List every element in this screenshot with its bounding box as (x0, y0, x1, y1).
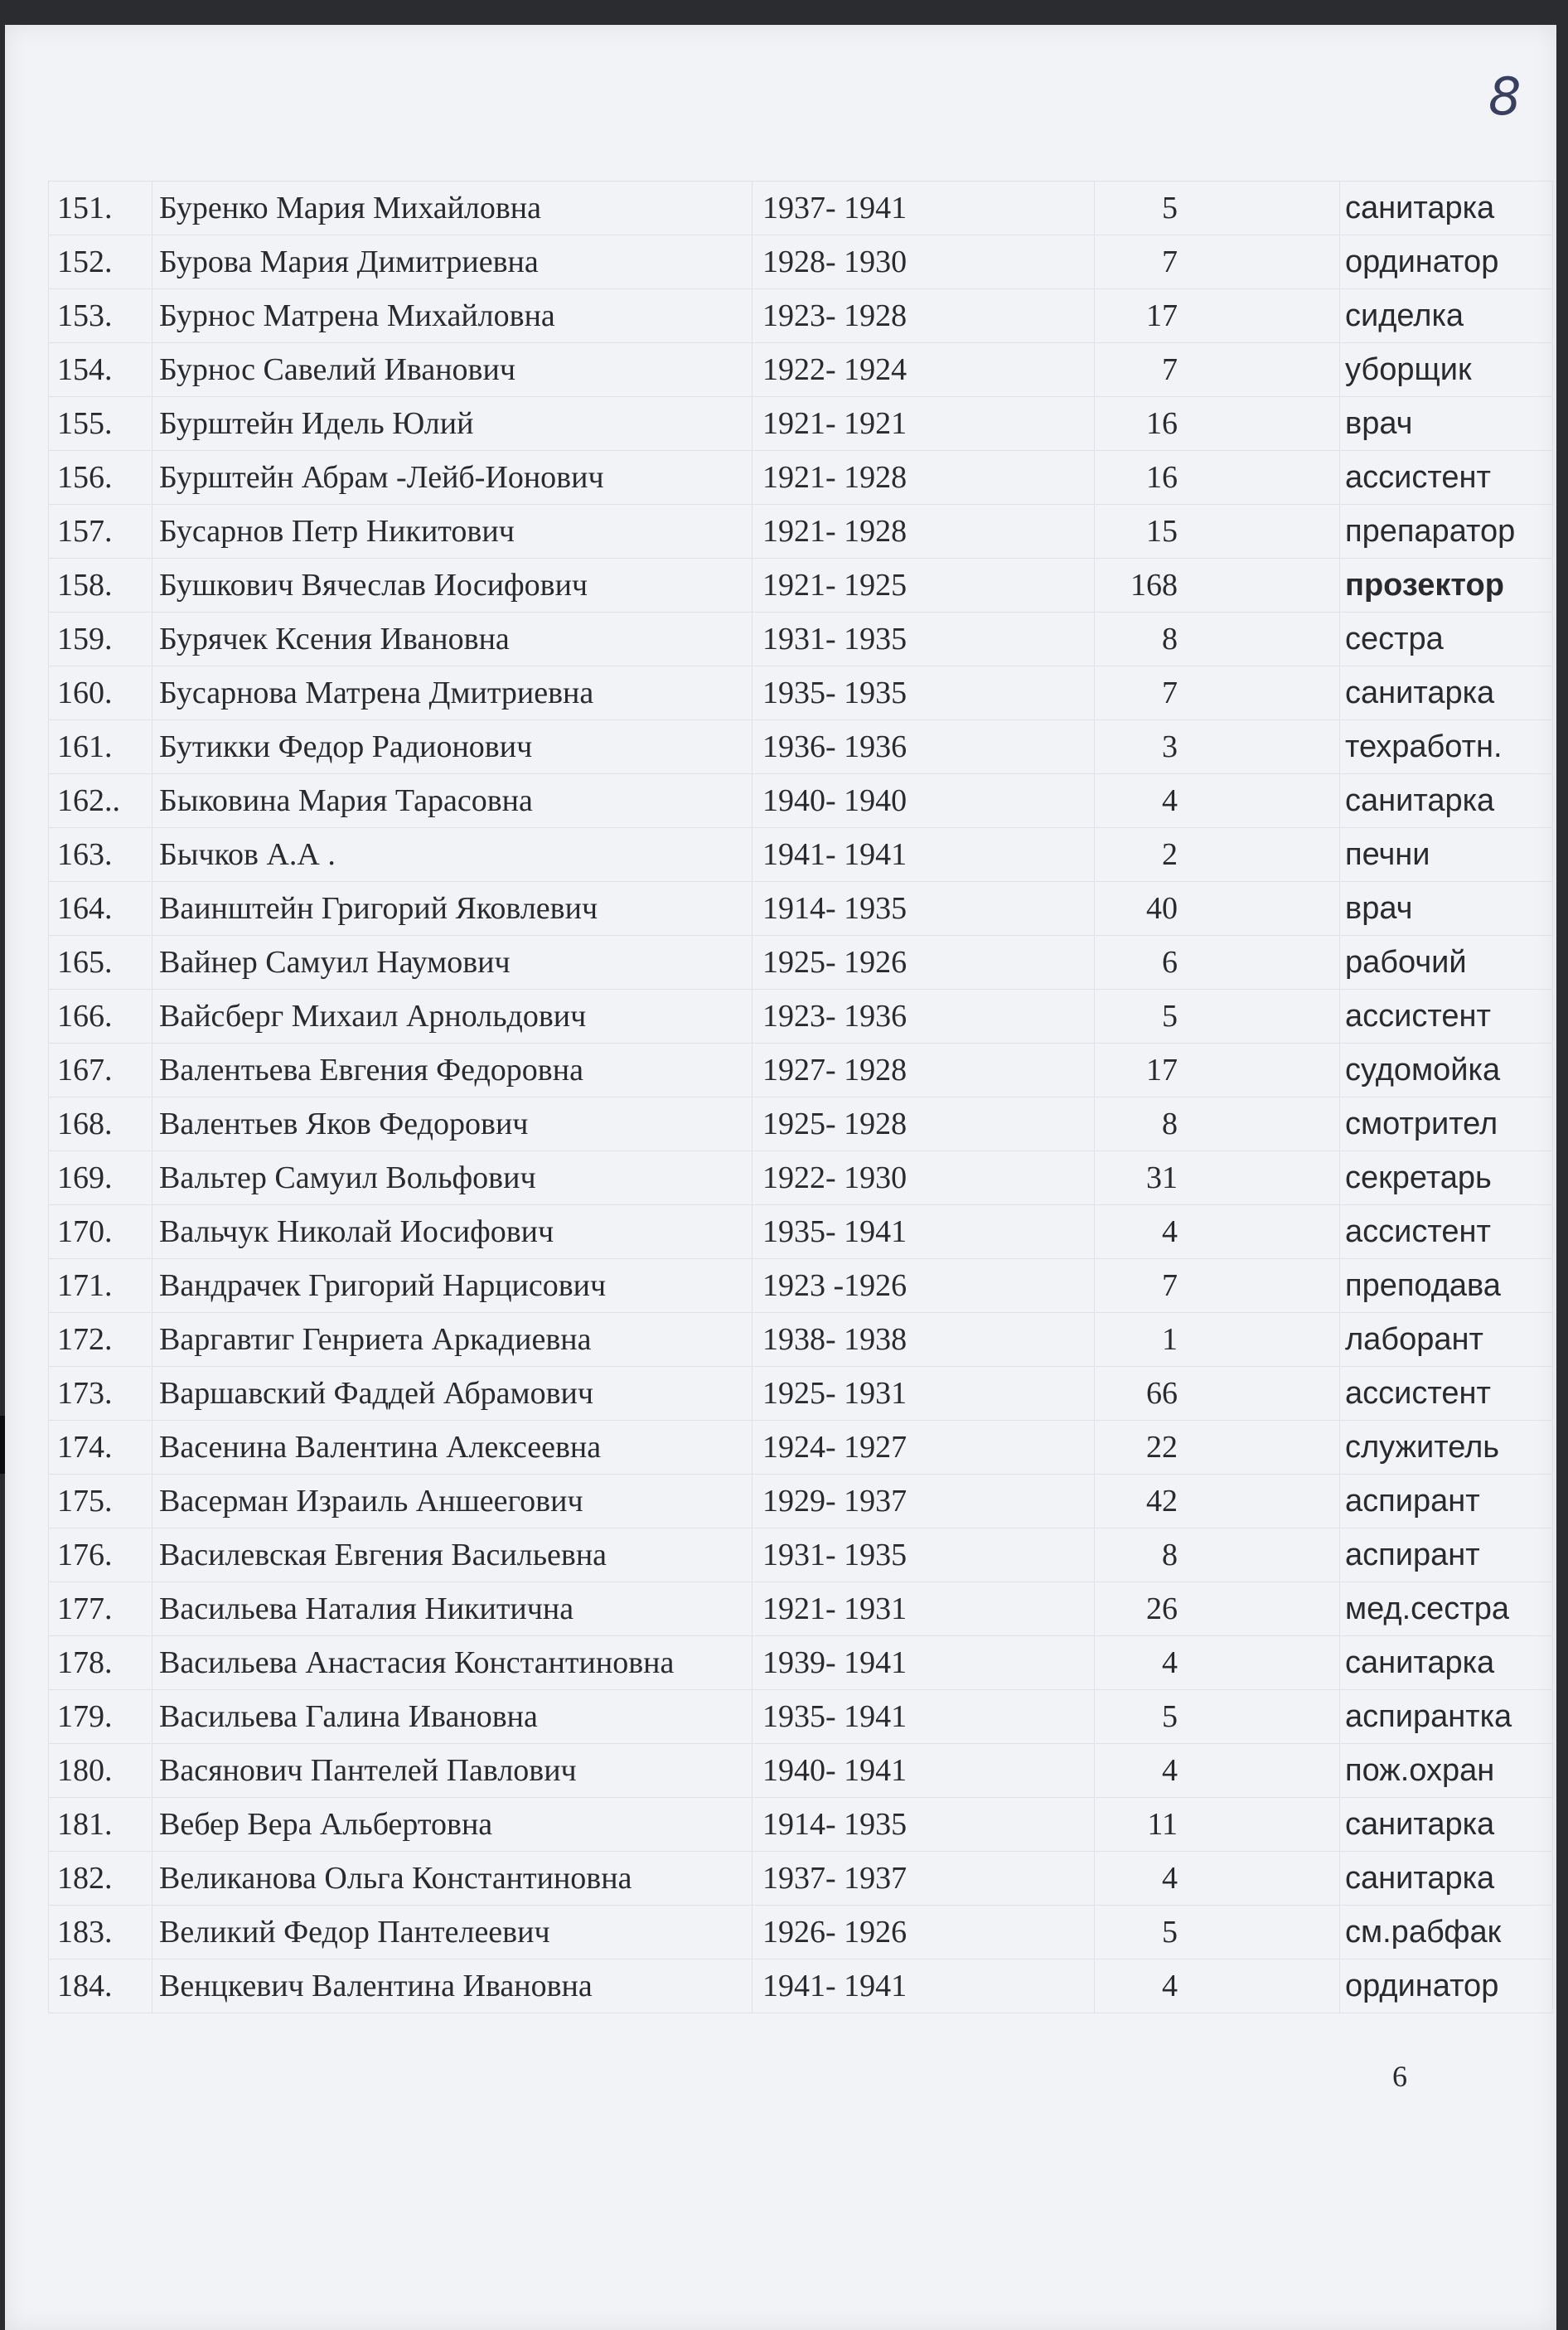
employee-name: Венцкевич Валентина Ивановна (152, 1959, 753, 2013)
employee-name: Бутикки Федор Радионович (152, 720, 753, 774)
row-number: 159. (49, 613, 152, 666)
employee-name: Васерман Израиль Аншеегович (152, 1475, 753, 1528)
employee-name: Варшавский Фаддей Абрамович (152, 1367, 753, 1421)
employee-position: ассистент (1340, 1367, 1553, 1421)
employee-position: мед.сестра (1340, 1582, 1553, 1636)
employment-years: 1924- 1927 (753, 1421, 1095, 1475)
employment-years: 1938- 1938 (753, 1313, 1095, 1367)
row-number: 162.. (49, 774, 152, 828)
employment-years: 1921- 1931 (753, 1582, 1095, 1636)
employment-years: 1935- 1935 (753, 666, 1095, 720)
record-count: 4 (1095, 1852, 1340, 1906)
employee-name: Василевская Евгения Васильевна (152, 1528, 753, 1582)
employee-name: Вальтер Самуил Вольфович (152, 1151, 753, 1205)
employee-name: Быковина Мария Тарасовна (152, 774, 753, 828)
table-row (49, 828, 1553, 882)
employee-position: прозектор (1340, 559, 1553, 613)
record-count: 16 (1095, 397, 1340, 451)
employment-years: 1940- 1941 (753, 1744, 1095, 1798)
employee-position: ассистент (1340, 1205, 1553, 1259)
employee-position: служитель (1340, 1421, 1553, 1475)
table-row (49, 1097, 1553, 1151)
record-count: 6 (1095, 936, 1340, 990)
table-row (49, 559, 1553, 613)
document-page (5, 25, 1556, 2330)
employee-position: техработн. (1340, 720, 1553, 774)
employee-name: Бычков А.А . (152, 828, 753, 882)
employee-position: сестра (1340, 613, 1553, 666)
record-count: 5 (1095, 182, 1340, 235)
employment-years: 1935- 1941 (753, 1690, 1095, 1744)
employment-years: 1931- 1935 (753, 613, 1095, 666)
record-count: 3 (1095, 720, 1340, 774)
table-row (49, 1906, 1553, 1959)
employment-years: 1931- 1935 (753, 1528, 1095, 1582)
employment-years: 1927- 1928 (753, 1044, 1095, 1097)
employee-name: Валентьева Евгения Федоровна (152, 1044, 753, 1097)
row-number: 169. (49, 1151, 152, 1205)
record-count: 7 (1095, 666, 1340, 720)
record-count: 4 (1095, 1636, 1340, 1690)
table-row (49, 666, 1553, 720)
employee-position: рабочий (1340, 936, 1553, 990)
row-number: 165. (49, 936, 152, 990)
record-count: 7 (1095, 1259, 1340, 1313)
table-row (49, 1313, 1553, 1367)
employee-name: Васильева Галина Ивановна (152, 1690, 753, 1744)
table-row (49, 613, 1553, 666)
employment-years: 1937- 1941 (753, 182, 1095, 235)
table-row (49, 451, 1553, 505)
employee-name: Буренко Мария Михайловна (152, 182, 753, 235)
record-count: 17 (1095, 289, 1340, 343)
table-row (49, 990, 1553, 1044)
record-count: 4 (1095, 1744, 1340, 1798)
row-number: 179. (49, 1690, 152, 1744)
employee-position: санитарка (1340, 182, 1553, 235)
employee-position: препаратор (1340, 505, 1553, 559)
record-count: 11 (1095, 1798, 1340, 1852)
employee-name: Валентьев Яков Федорович (152, 1097, 753, 1151)
table-row (49, 1421, 1553, 1475)
record-count: 1 (1095, 1313, 1340, 1367)
table-row (49, 1959, 1553, 2013)
employee-position: секретарь (1340, 1151, 1553, 1205)
record-count: 16 (1095, 451, 1340, 505)
employment-years: 1937- 1937 (753, 1852, 1095, 1906)
record-count: 168 (1095, 559, 1340, 613)
page-number: 6 (1392, 2060, 1407, 2093)
table-row (49, 235, 1553, 289)
employee-position: ординатор (1340, 235, 1553, 289)
employment-years: 1922- 1924 (753, 343, 1095, 397)
table-row (49, 1744, 1553, 1798)
employee-position: ассистент (1340, 990, 1553, 1044)
employee-name: Вебер Вера Альбертовна (152, 1798, 753, 1852)
table-row (49, 343, 1553, 397)
employee-name: Бурячек Ксения Ивановна (152, 613, 753, 666)
employee-name: Бусарнова Матрена Дмитриевна (152, 666, 753, 720)
employee-name: Васильева Анастасия Константиновна (152, 1636, 753, 1690)
employee-position: врач (1340, 397, 1553, 451)
row-number: 182. (49, 1852, 152, 1906)
employee-name: Васянович Пантелей Павлович (152, 1744, 753, 1798)
employment-years: 1941- 1941 (753, 1959, 1095, 2013)
employee-name: Васенина Валентина Алексеевна (152, 1421, 753, 1475)
table-row (49, 720, 1553, 774)
employee-name: Бурнос Савелий Иванович (152, 343, 753, 397)
employee-position: уборщик (1340, 343, 1553, 397)
record-count: 4 (1095, 1205, 1340, 1259)
employee-name: Великанова Ольга Константиновна (152, 1852, 753, 1906)
row-number: 151. (49, 182, 152, 235)
employment-years: 1936- 1936 (753, 720, 1095, 774)
employee-name: Васильева Наталия Никитична (152, 1582, 753, 1636)
employment-years: 1921- 1921 (753, 397, 1095, 451)
record-count: 8 (1095, 1097, 1340, 1151)
employee-position: аспирант (1340, 1528, 1553, 1582)
row-number: 166. (49, 990, 152, 1044)
row-number: 174. (49, 1421, 152, 1475)
table-row (49, 1636, 1553, 1690)
employee-position: санитарка (1340, 1798, 1553, 1852)
employment-years: 1923 -1926 (753, 1259, 1095, 1313)
employee-name: Бушкович Вячеслав Иосифович (152, 559, 753, 613)
record-count: 4 (1095, 774, 1340, 828)
row-number: 180. (49, 1744, 152, 1798)
row-number: 167. (49, 1044, 152, 1097)
record-count: 42 (1095, 1475, 1340, 1528)
row-number: 154. (49, 343, 152, 397)
employee-name: Вандрачек Григорий Нарцисович (152, 1259, 753, 1313)
table-row (49, 1690, 1553, 1744)
row-number: 178. (49, 1636, 152, 1690)
record-count: 4 (1095, 1959, 1340, 2013)
row-number: 183. (49, 1906, 152, 1959)
record-count: 5 (1095, 990, 1340, 1044)
record-count: 7 (1095, 235, 1340, 289)
row-number: 175. (49, 1475, 152, 1528)
employment-years: 1921- 1925 (753, 559, 1095, 613)
row-number: 184. (49, 1959, 152, 2013)
employment-years: 1935- 1941 (753, 1205, 1095, 1259)
table-row (49, 1205, 1553, 1259)
employee-position: санитарка (1340, 774, 1553, 828)
table-row (49, 289, 1553, 343)
record-count: 40 (1095, 882, 1340, 936)
table-row (49, 1852, 1553, 1906)
employee-name: Ваинштейн Григорий Яковлевич (152, 882, 753, 936)
employment-years: 1925- 1931 (753, 1367, 1095, 1421)
employment-years: 1923- 1928 (753, 289, 1095, 343)
record-count: 26 (1095, 1582, 1340, 1636)
row-number: 161. (49, 720, 152, 774)
employee-position: лаборант (1340, 1313, 1553, 1367)
employment-years: 1939- 1941 (753, 1636, 1095, 1690)
table-row (49, 182, 1553, 235)
row-number: 164. (49, 882, 152, 936)
row-number: 172. (49, 1313, 152, 1367)
table-row (49, 1151, 1553, 1205)
row-number: 153. (49, 289, 152, 343)
record-count: 5 (1095, 1690, 1340, 1744)
table-row (49, 774, 1553, 828)
employee-position: санитарка (1340, 666, 1553, 720)
employment-years: 1914- 1935 (753, 882, 1095, 936)
record-count: 2 (1095, 828, 1340, 882)
staff-register-table (48, 181, 1553, 2013)
employee-position: см.рабфак (1340, 1906, 1553, 1959)
record-count: 22 (1095, 1421, 1340, 1475)
employment-years: 1925- 1926 (753, 936, 1095, 990)
employee-position: судомойка (1340, 1044, 1553, 1097)
row-number: 181. (49, 1798, 152, 1852)
row-number: 177. (49, 1582, 152, 1636)
row-number: 158. (49, 559, 152, 613)
row-number: 170. (49, 1205, 152, 1259)
employment-years: 1921- 1928 (753, 451, 1095, 505)
employment-years: 1922- 1930 (753, 1151, 1095, 1205)
employee-position: ассистент (1340, 451, 1553, 505)
table-row (49, 936, 1553, 990)
table-row (49, 1798, 1553, 1852)
record-count: 66 (1095, 1367, 1340, 1421)
employment-years: 1929- 1937 (753, 1475, 1095, 1528)
table-row (49, 1528, 1553, 1582)
staff-register-body (49, 182, 1553, 2013)
row-number: 156. (49, 451, 152, 505)
record-count: 8 (1095, 1528, 1340, 1582)
handwritten-sheet-mark: 8 (1488, 66, 1522, 127)
employee-name: Бусарнов Петр Никитович (152, 505, 753, 559)
record-count: 15 (1095, 505, 1340, 559)
employment-years: 1914- 1935 (753, 1798, 1095, 1852)
employee-position: аспирантка (1340, 1690, 1553, 1744)
employee-name: Варгавтиг Генриета Аркадиевна (152, 1313, 753, 1367)
row-number: 160. (49, 666, 152, 720)
employee-position: санитарка (1340, 1852, 1553, 1906)
employment-years: 1923- 1936 (753, 990, 1095, 1044)
table-row (49, 1475, 1553, 1528)
row-number: 168. (49, 1097, 152, 1151)
table-row (49, 1582, 1553, 1636)
employee-position: ординатор (1340, 1959, 1553, 2013)
table-row (49, 397, 1553, 451)
record-count: 31 (1095, 1151, 1340, 1205)
row-number: 152. (49, 235, 152, 289)
employee-name: Великий Федор Пантелеевич (152, 1906, 753, 1959)
row-number: 171. (49, 1259, 152, 1313)
table-row (49, 1044, 1553, 1097)
employee-name: Вайсберг Михаил Арнольдович (152, 990, 753, 1044)
employee-position: пож.охран (1340, 1744, 1553, 1798)
record-count: 8 (1095, 613, 1340, 666)
employee-name: Бурнос Матрена Михайловна (152, 289, 753, 343)
employee-position: санитарка (1340, 1636, 1553, 1690)
employee-position: аспирант (1340, 1475, 1553, 1528)
table-row (49, 882, 1553, 936)
table-row (49, 1367, 1553, 1421)
record-count: 17 (1095, 1044, 1340, 1097)
employee-name: Бурштейн Абрам -Лейб-Ионович (152, 451, 753, 505)
row-number: 155. (49, 397, 152, 451)
employment-years: 1926- 1926 (753, 1906, 1095, 1959)
record-count: 5 (1095, 1906, 1340, 1959)
employment-years: 1941- 1941 (753, 828, 1095, 882)
table-row (49, 505, 1553, 559)
employee-name: Бурова Мария Димитриевна (152, 235, 753, 289)
row-number: 173. (49, 1367, 152, 1421)
employee-position: печни (1340, 828, 1553, 882)
employee-name: Вайнер Самуил Наумович (152, 936, 753, 990)
row-number: 163. (49, 828, 152, 882)
employment-years: 1940- 1940 (753, 774, 1095, 828)
employee-position: преподава (1340, 1259, 1553, 1313)
employment-years: 1928- 1930 (753, 235, 1095, 289)
employee-name: Бурштейн Идель Юлий (152, 397, 753, 451)
employee-name: Вальчук Николай Иосифович (152, 1205, 753, 1259)
employee-position: врач (1340, 882, 1553, 936)
record-count: 7 (1095, 343, 1340, 397)
row-number: 176. (49, 1528, 152, 1582)
employment-years: 1925- 1928 (753, 1097, 1095, 1151)
table-row (49, 1259, 1553, 1313)
employee-position: сиделка (1340, 289, 1553, 343)
employment-years: 1921- 1928 (753, 505, 1095, 559)
employee-position: смотрител (1340, 1097, 1553, 1151)
row-number: 157. (49, 505, 152, 559)
